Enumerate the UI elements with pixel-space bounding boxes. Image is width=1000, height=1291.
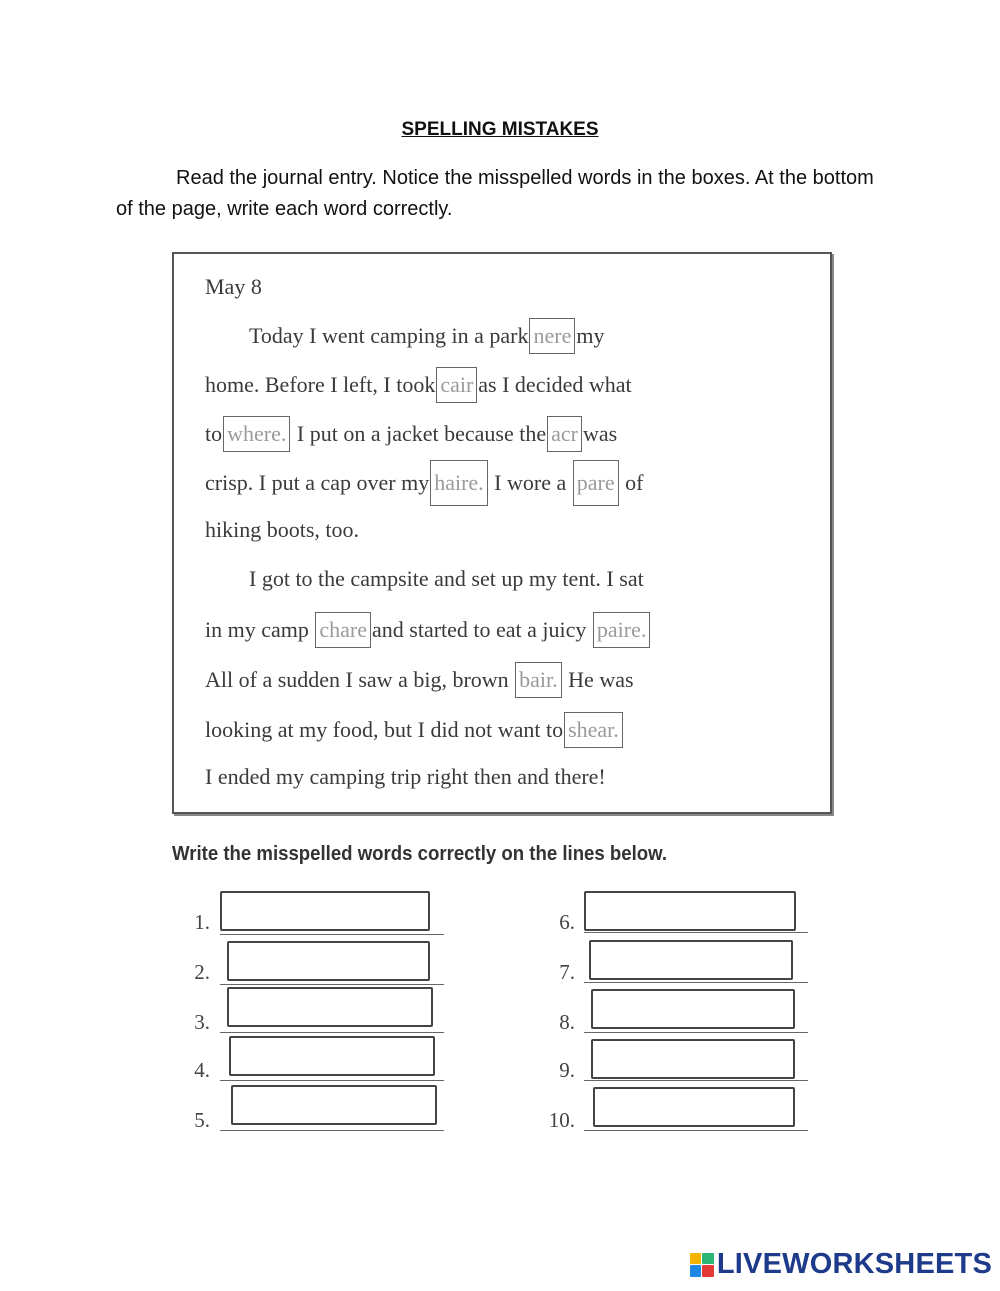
journal-date: May 8	[205, 274, 262, 299]
answer-line	[220, 1130, 444, 1131]
journal-line-4	[205, 460, 643, 506]
answer-heading: Write the misspelled words correctly on the lines below.	[172, 843, 668, 865]
answer-line	[584, 1032, 808, 1033]
journal-line-1	[249, 318, 604, 354]
misspelled-word-box: shear.	[564, 712, 623, 748]
journal-text: looking at my food, but I did not want to	[205, 717, 564, 742]
answer-input-3[interactable]	[227, 987, 433, 1027]
journal-line-3	[205, 416, 617, 452]
answer-number: 8.	[559, 1010, 575, 1034]
journal-line-2	[205, 367, 632, 403]
answer-input-4[interactable]	[229, 1036, 435, 1076]
answer-input-8[interactable]	[591, 989, 795, 1029]
journal-text: to	[205, 421, 223, 446]
misspelled-word-box: where.	[223, 416, 290, 452]
answer-number: 4.	[194, 1058, 210, 1082]
page-title: SPELLING MISTAKES	[401, 119, 599, 140]
liveworksheets-brand	[690, 1248, 992, 1281]
misspelled-word-box: nere	[529, 318, 575, 354]
answer-input-5[interactable]	[231, 1085, 437, 1125]
misspelled-word-box: cair	[436, 367, 477, 403]
journal-line-10: I ended my camping trip right then and there!	[205, 764, 606, 789]
answer-input-2[interactable]	[227, 941, 430, 981]
answer-line	[584, 932, 808, 933]
misspelled-word-box: acr	[547, 416, 582, 452]
answer-line	[584, 982, 808, 983]
answer-line	[220, 934, 444, 935]
journal-text: I put on a jacket because the	[296, 421, 547, 446]
answer-number: 2.	[194, 960, 210, 984]
misspelled-word-box: paire.	[593, 612, 650, 648]
misspelled-word-box: bair.	[515, 662, 562, 698]
liveworksheets-logo-icon	[690, 1253, 714, 1277]
misspelled-word-box: pare	[573, 460, 619, 506]
answer-line	[220, 984, 444, 985]
answer-line	[220, 1032, 444, 1033]
answer-number: 6.	[559, 910, 575, 934]
answer-number: 3.	[194, 1010, 210, 1034]
journal-text: home. Before I left, I took	[205, 372, 436, 397]
answer-input-1[interactable]	[220, 891, 430, 931]
misspelled-word-box: chare	[315, 612, 371, 648]
instructions-text: Read the journal entry. Notice the misspelled words in the boxes. At the bottom of the page, write each word correctly.	[116, 167, 874, 220]
answer-line	[584, 1130, 808, 1131]
brand-text: LIVEWORKSHEETS	[716, 1248, 992, 1280]
answer-number: 5.	[194, 1108, 210, 1132]
journal-text: in my camp	[205, 617, 309, 642]
journal-line-5: hiking boots, too.	[205, 517, 360, 542]
journal-text: and started to eat a juicy	[372, 617, 587, 642]
journal-text: I wore a	[494, 470, 567, 495]
journal-line-7	[205, 612, 651, 648]
journal-text: my	[576, 323, 605, 348]
journal-text: All of a sudden I saw a big, brown	[205, 667, 509, 692]
journal-text: as I decided what	[478, 372, 632, 397]
answer-number: 1.	[194, 910, 210, 934]
journal-line-8	[205, 662, 634, 698]
answer-line	[584, 1080, 808, 1081]
misspelled-word-box: haire.	[430, 460, 487, 506]
journal-entry-box	[172, 252, 832, 814]
answer-number: 7.	[559, 960, 575, 984]
answer-input-9[interactable]	[591, 1039, 795, 1079]
answer-number: 9.	[559, 1058, 575, 1082]
journal-text: Today I went camping in a park	[249, 323, 529, 348]
journal-line-9	[205, 712, 624, 748]
journal-line-6: I got to the campsite and set up my tent. I sat	[249, 566, 644, 591]
journal-text: He was	[568, 667, 634, 692]
journal-text: of	[625, 470, 644, 495]
journal-text: was	[582, 421, 618, 446]
answer-input-6[interactable]	[584, 891, 796, 931]
journal-text: crisp. I put a cap over my	[205, 470, 430, 495]
answer-number: 10.	[548, 1108, 575, 1132]
answer-input-10[interactable]	[593, 1087, 795, 1127]
answer-input-7[interactable]	[589, 940, 793, 980]
answer-line	[220, 1080, 444, 1081]
